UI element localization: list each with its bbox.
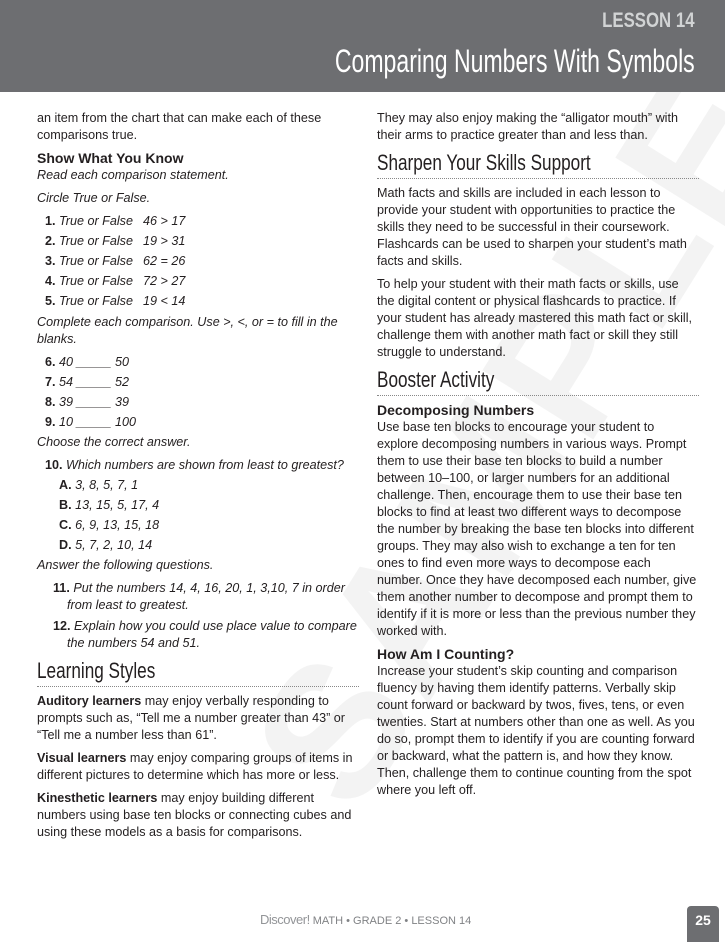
item-text: 6, 9, 13, 15, 18 (75, 518, 160, 532)
item-text: 5, 7, 2, 10, 14 (75, 538, 153, 552)
footer-text: MATH • GRADE 2 • LESSON 14 (312, 915, 472, 927)
item-text: 62 = 26 (142, 254, 186, 268)
body: may enjoy building different numbers using base ten blocks or connecting cubes and using these models as a basis for comparisons. (37, 791, 352, 839)
right-column (377, 110, 699, 805)
item-text: True or False (59, 234, 133, 248)
kinesthetic-paragraph (37, 790, 359, 841)
sharpen-paragraph: Math facts and skills are included in each lesson to provide your student with opportunities to practice the skills they need to be successful in their coursework. Flashcards can be used to sharpen your student’s math facts and skills. (377, 186, 687, 268)
term: Kinesthetic learners (37, 791, 158, 805)
item-text: 19 < 14 (142, 294, 186, 308)
learning-styles-heading: Learning Styles (37, 658, 156, 683)
body: may enjoy verbally responding to prompts such as, “Tell me a number greater than 43” or “Tell me a number less than 61”. (37, 694, 345, 742)
question-item (37, 354, 359, 371)
item-text: True or False (59, 214, 133, 228)
instruction: Read each comparison statement. (37, 168, 229, 182)
page-number: 25 (687, 906, 719, 942)
item-number: B. (59, 498, 72, 512)
item-text: 39 _____ 39 (59, 395, 130, 409)
item-text: 46 > 17 (142, 214, 186, 228)
question-12 (45, 618, 359, 652)
item-number: 5. (45, 294, 56, 308)
item-text: True or False (59, 254, 133, 268)
item-text: 13, 15, 5, 17, 4 (75, 498, 160, 512)
item-number: D. (59, 538, 72, 552)
instruction: Circle True or False. (37, 191, 151, 205)
item-number: 8. (45, 395, 56, 409)
item-text: True or False (59, 274, 133, 288)
alligator-text: They may also enjoy making the “alligator mouth” with their arms to practice greater than and less than. (377, 111, 678, 142)
divider (37, 686, 359, 687)
item-text: 54 _____ 52 (59, 375, 130, 389)
decomposing-paragraph: Use base ten blocks to encourage your student to explore decomposing numbers in various ways. Prompt them to use their base ten blocks to build a number between 10–100, or larger numbers for an additional challenge. Then, encourage them to use their base ten blocks to find at least two different ways to decompose the number by breaking the base ten blocks into different groups. They may also wish to exchange a ten for ten ones to find even more ways to decompose each number. Once they have decomposed each number, give them another number to decompose and prompt them to identify if it is more or less than the previous number they worked with. (377, 420, 697, 638)
instruction: Answer the following questions. (37, 558, 214, 572)
intro-text: an item from the chart that can make each of these comparisons true. (37, 111, 322, 142)
question-item (37, 537, 359, 554)
sharpen-heading: Sharpen Your Skills Support (377, 150, 591, 175)
item-text: 72 > 27 (142, 274, 186, 288)
item-number: 2. (45, 234, 56, 248)
item-text: 10 _____ 100 (59, 415, 137, 429)
question-item (37, 213, 359, 230)
counting-paragraph: Increase your student’s skip counting and comparison fluency by having them identify patterns. Verbally skip count forward or backward by twos, fives, tens, or even twenties. Start at numbers other than one as well. As you do so, prompt them to identify if you are counting forward or backward, what the pattern is, and how they know. Then, challenge them to continue counting from the spot where you left off. (377, 664, 695, 797)
page-title: Comparing Numbers With Symbols (335, 43, 695, 79)
footer (260, 911, 471, 930)
question-number: 10. (45, 458, 63, 472)
question-item (37, 517, 359, 534)
item-number: 3. (45, 254, 56, 268)
question-item (37, 477, 359, 494)
question-11 (45, 580, 359, 614)
question-item (37, 253, 359, 270)
lesson-header (0, 0, 725, 92)
question-item (37, 273, 359, 290)
brand-logo: Discover! (260, 912, 310, 927)
question-10 (37, 457, 359, 474)
left-column (37, 110, 359, 847)
item-number: A. (59, 478, 72, 492)
question-text: Explain how you could use place value to compare the numbers 54 and 51. (67, 619, 357, 650)
body: may enjoy comparing groups of items in different pictures to determine which has more or less. (37, 751, 353, 782)
divider (377, 178, 699, 179)
question-item (37, 233, 359, 250)
question-item (37, 394, 359, 411)
instruction: Complete each comparison. Use >, <, or = to fill in the blanks. (37, 315, 338, 346)
visual-paragraph (37, 750, 359, 784)
item-number: 1. (45, 214, 56, 228)
question-text: Put the numbers 14, 4, 16, 20, 1, 3,10, 7 in order from least to greatest. (67, 581, 345, 612)
item-number: 9. (45, 415, 56, 429)
item-number: C. (59, 518, 72, 532)
divider (377, 395, 699, 396)
question-number: 11. (53, 581, 70, 595)
booster-heading: Booster Activity (377, 367, 495, 392)
lesson-number: LESSON 14 (602, 9, 695, 32)
term: Auditory learners (37, 694, 142, 708)
instruction: Choose the correct answer. (37, 435, 191, 449)
item-number: 7. (45, 375, 56, 389)
question-item (37, 293, 359, 310)
item-text: 3, 8, 5, 7, 1 (75, 478, 139, 492)
item-text: 40 _____ 50 (59, 355, 130, 369)
question-item (37, 497, 359, 514)
term: Visual learners (37, 751, 127, 765)
item-text: True or False (59, 294, 133, 308)
item-number: 4. (45, 274, 56, 288)
decomposing-heading: Decomposing Numbers (377, 402, 535, 418)
question-number: 12. (53, 619, 71, 633)
item-text: 19 > 31 (142, 234, 186, 248)
question-text: Which numbers are shown from least to greatest? (66, 458, 344, 472)
show-what-you-know-heading: Show What You Know (37, 150, 184, 166)
counting-heading: How Am I Counting? (377, 646, 515, 662)
item-number: 6. (45, 355, 56, 369)
question-item (37, 414, 359, 431)
auditory-paragraph (37, 693, 359, 744)
question-item (37, 374, 359, 391)
sharpen-paragraph: To help your student with their math facts or skills, use the digital content or physical flashcards to practice. If your student has already mastered this math fact or skill, challenge them with another math fact or skill they still struggle to understand. (377, 277, 692, 359)
